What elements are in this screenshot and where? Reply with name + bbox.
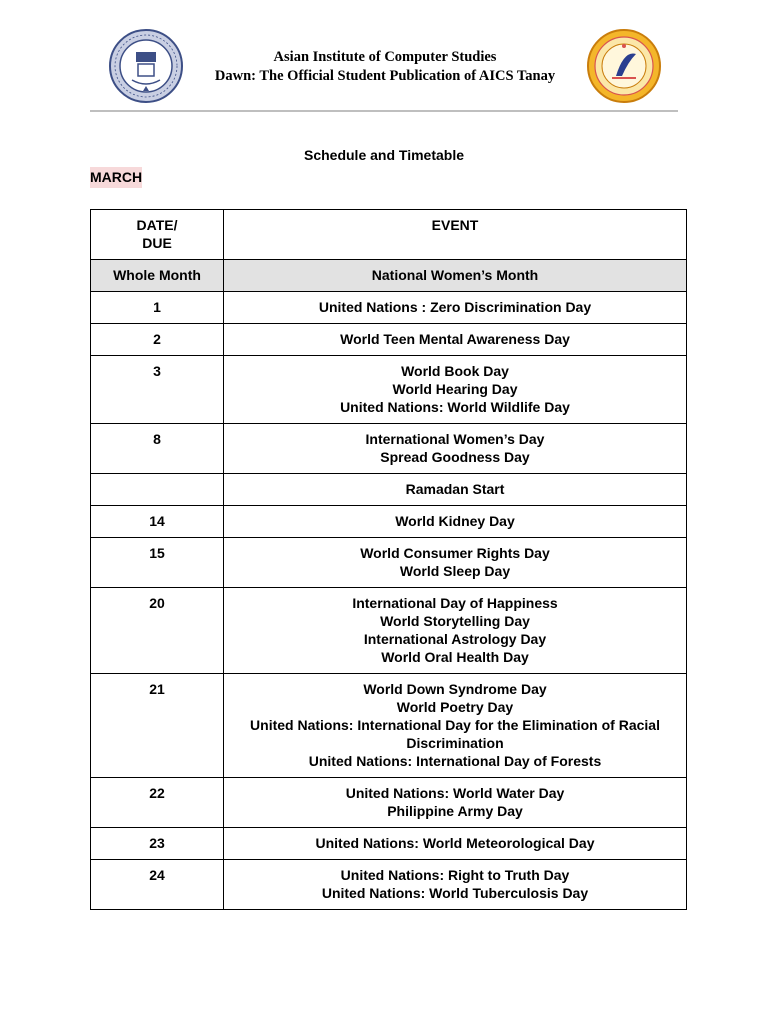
event-cell <box>224 588 687 674</box>
table-row <box>91 474 687 506</box>
date-cell: 3 <box>91 356 224 424</box>
date-cell: 23 <box>91 828 224 860</box>
date-cell: 24 <box>91 860 224 910</box>
event-name: Philippine Army Day <box>387 803 523 819</box>
event-name: World Consumer Rights Day <box>360 545 550 561</box>
event-name: United Nations : Zero Discrimination Day <box>318 299 592 315</box>
column-header-date: DATE/ DUE <box>91 210 224 260</box>
table-row <box>91 674 687 778</box>
event-name: United Nations: World Tuberculosis Day <box>321 885 589 901</box>
date-cell: 1 <box>91 292 224 324</box>
institution-heading <box>190 48 580 86</box>
date-cell: 2 <box>91 324 224 356</box>
event-name: World Book Day <box>401 363 509 379</box>
aics-seal-icon <box>108 28 184 104</box>
event-name: World Teen Mental Awareness Day <box>340 331 570 347</box>
table-row <box>91 588 687 674</box>
table-row <box>91 506 687 538</box>
event-name: United Nations: Right to Truth Day <box>340 867 570 883</box>
event-cell <box>224 292 687 324</box>
dawn-publication-seal-icon <box>586 28 662 104</box>
event-name: World Storytelling Day <box>380 613 530 629</box>
event-cell <box>224 260 687 292</box>
document-header <box>90 24 678 112</box>
event-name: International Astrology Day <box>363 631 547 647</box>
event-name: Spread Goodness Day <box>380 449 530 465</box>
event-cell <box>224 356 687 424</box>
table-row <box>91 324 687 356</box>
table-row <box>91 828 687 860</box>
date-cell: 14 <box>91 506 224 538</box>
event-name: World Poetry Day <box>396 699 514 715</box>
month-label: MARCH <box>90 167 142 188</box>
event-name: World Oral Health Day <box>381 649 529 665</box>
date-cell: 20 <box>91 588 224 674</box>
event-cell <box>224 424 687 474</box>
date-cell: 22 <box>91 778 224 828</box>
table-row <box>91 260 687 292</box>
event-cell <box>224 674 687 778</box>
event-cell <box>224 538 687 588</box>
event-name: World Kidney Day <box>395 513 515 529</box>
event-name: International Women’s Day <box>365 431 545 447</box>
event-name: World Hearing Day <box>392 381 518 397</box>
table-row <box>91 860 687 910</box>
schedule-table <box>90 209 687 910</box>
column-header-event: EVENT <box>224 210 687 260</box>
event-name: National Women’s Month <box>371 267 539 283</box>
event-name: International Day of Happiness <box>352 595 558 611</box>
event-name: United Nations: World Wildlife Day <box>340 399 570 415</box>
event-cell <box>224 828 687 860</box>
event-name: World Sleep Day <box>399 563 511 579</box>
event-name: United Nations: International Day for the Elimination of Racial Discrimination <box>250 717 660 751</box>
institution-name: Asian Institute of Computer Studies <box>273 49 497 65</box>
document-title: Schedule and Timetable <box>303 147 464 163</box>
table-row <box>91 424 687 474</box>
event-name: United Nations: World Meteorological Day <box>315 835 595 851</box>
event-cell <box>224 324 687 356</box>
date-cell: Whole Month <box>91 260 224 292</box>
event-cell <box>224 506 687 538</box>
table-header-row <box>91 210 687 260</box>
date-cell: 21 <box>91 674 224 778</box>
event-cell <box>224 860 687 910</box>
event-cell <box>224 474 687 506</box>
date-cell: 8 <box>91 424 224 474</box>
event-name: World Down Syndrome Day <box>363 681 547 697</box>
event-cell <box>224 778 687 828</box>
event-name: United Nations: World Water Day <box>345 785 565 801</box>
date-cell <box>91 474 224 506</box>
table-row <box>91 292 687 324</box>
event-name: Ramadan Start <box>405 481 505 497</box>
event-name: United Nations: International Day of Forests <box>308 753 602 769</box>
table-row <box>91 778 687 828</box>
date-cell: 15 <box>91 538 224 588</box>
table-row <box>91 538 687 588</box>
schedule-body <box>91 260 687 910</box>
table-row <box>91 356 687 424</box>
publication-name: Dawn: The Official Student Publication of AICS Tanay <box>214 68 556 84</box>
